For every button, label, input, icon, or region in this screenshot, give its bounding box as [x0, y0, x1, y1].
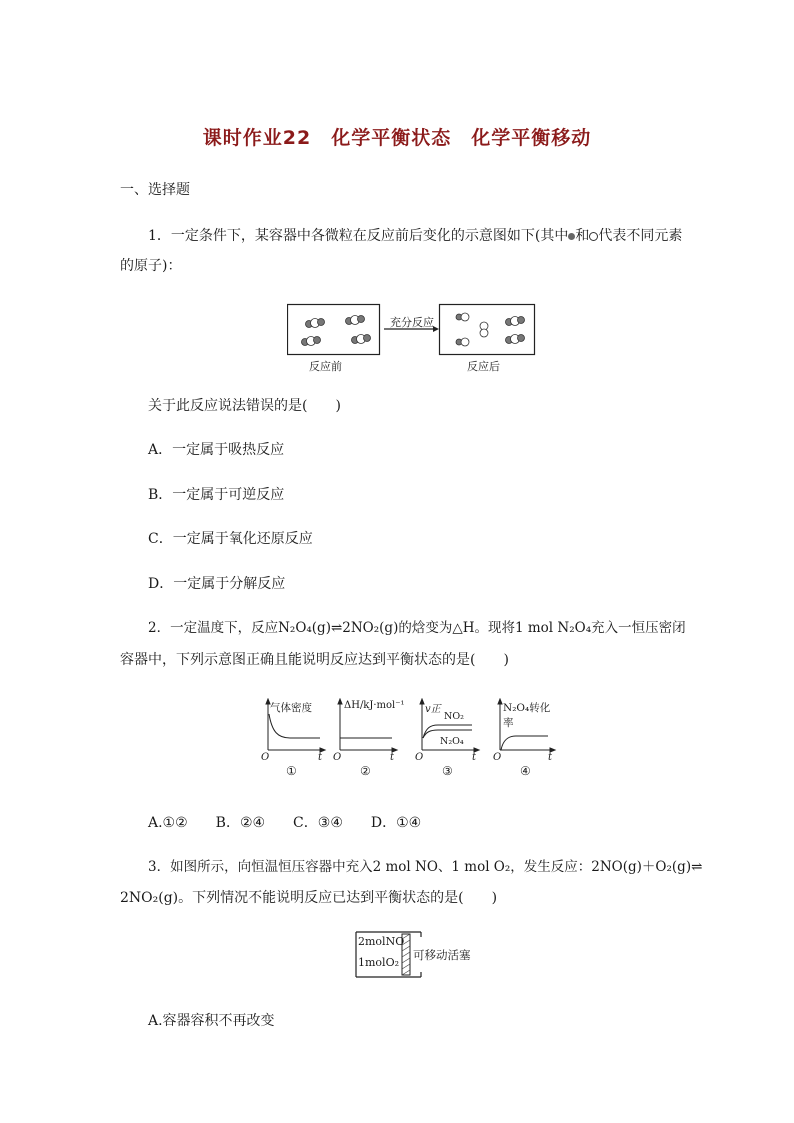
g1-xaxis: t — [318, 752, 323, 763]
g1-number: ① — [286, 764, 297, 778]
q1-stem-line2: 的原子)： — [120, 258, 182, 274]
g4-xaxis: t — [548, 752, 553, 763]
molecules-before — [302, 316, 371, 346]
q1-stem-text: 1．一定条件下，某容器中各微粒在反应前后变化的示意图如下(其中 — [148, 228, 569, 244]
section-heading: 一、选择题 — [120, 182, 190, 198]
g2-ylabel: ΔH/kJ·mol⁻¹ — [344, 700, 405, 711]
molecules-after — [456, 313, 525, 346]
g3-xaxis: t — [472, 752, 477, 763]
q2-stem-line1: 2．一定温度下，反应N₂O₄(g)⇌2NO₂(g)的焓变为△H。现将1 mol N₂O₄充入一恒压密闭 — [148, 620, 686, 636]
q3-option-a: A.容器容积不再改变 — [148, 1013, 275, 1029]
g3-number: ③ — [442, 764, 453, 778]
g2-xaxis: t — [390, 752, 395, 763]
q1-option-c: C．一定属于氧化还原反应 — [148, 531, 313, 547]
g1-ylabel: 气体密度 — [270, 702, 312, 714]
q2-options: A.①② B．②④ C．③④ D．①④ — [148, 815, 422, 831]
piston-label: 可移动活塞 — [413, 948, 471, 962]
q1-stem-end: 代表不同元素 — [598, 228, 683, 244]
g3-curve-top: NO₂ — [444, 711, 464, 722]
arrow-label: 充分反应 — [390, 316, 434, 329]
q2-stem-line2: 容器中，下列示意图正确且能说明反应达到平衡状态的是( ) — [120, 652, 509, 668]
g4-origin: O — [493, 752, 502, 763]
page-title: 课时作业22 化学平衡状态 化学平衡移动 — [202, 127, 592, 149]
q1-option-d: D．一定属于分解反应 — [148, 576, 286, 592]
q3-row2: 1molO₂ — [358, 956, 399, 969]
q3-stem-line1: 3．如图所示，向恒温恒压容器中充入2 mol NO、1 mol O₂，发生反应：2NO(g)＋O₂(g)⇌ — [148, 859, 703, 875]
q1-option-b: B．一定属于可逆反应 — [148, 487, 285, 503]
q1-prompt: 关于此反应说法错误的是( ) — [148, 398, 341, 414]
q3-row1: 2molNO — [358, 935, 405, 948]
g4-ylabel: N₂O₄转化率 — [503, 702, 551, 729]
before-box — [288, 305, 380, 355]
g2-number: ② — [360, 764, 371, 778]
g2-origin: O — [333, 752, 342, 763]
q1-stem-mid: 和 — [575, 228, 590, 244]
g1-origin: O — [261, 752, 270, 763]
q1-option-a: A．一定属于吸热反应 — [148, 442, 285, 458]
before-label: 反应前 — [309, 360, 342, 373]
g3-origin: O — [415, 752, 424, 763]
g4-number: ④ — [520, 764, 531, 778]
q1-reaction-figure — [287, 302, 537, 372]
q3-piston-figure — [355, 931, 485, 979]
q3-stem-line2: 2NO₂(g)。下列情况不能说明反应已达到平衡状态的是( ) — [120, 890, 498, 906]
g3-ylabel: v正 — [425, 704, 441, 715]
after-label: 反应后 — [467, 360, 500, 373]
after-box — [440, 305, 535, 355]
g3-curve-bottom: N₂O₄ — [440, 736, 464, 747]
q1-stem-line1 — [148, 226, 682, 246]
q2-graphs — [258, 698, 558, 782]
